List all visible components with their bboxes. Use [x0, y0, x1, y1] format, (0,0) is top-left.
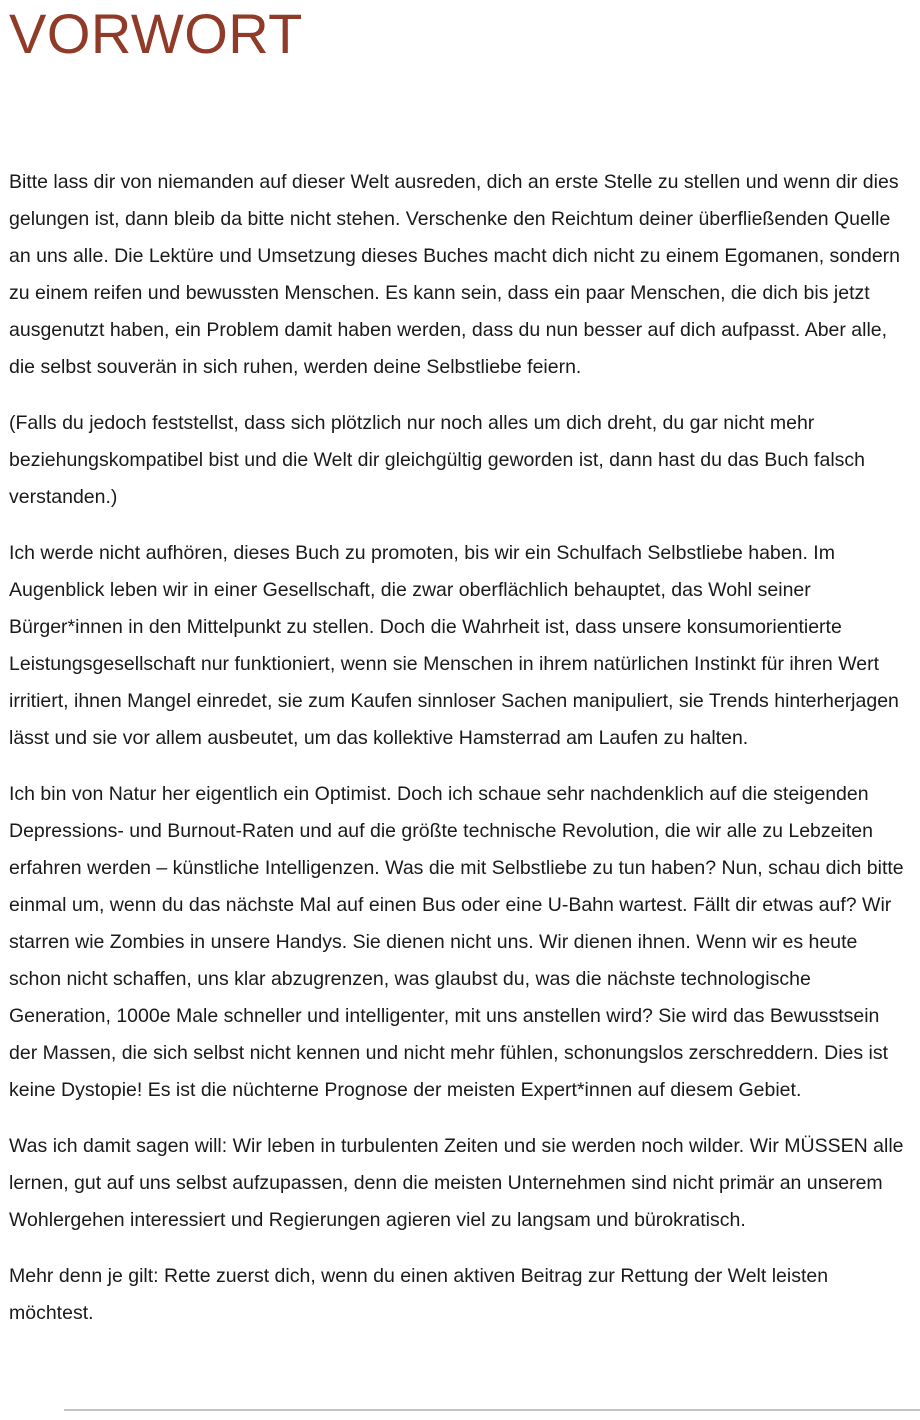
- paragraph-6: Mehr denn je gilt: Rette zuerst dich, wenn du einen aktiven Beitrag zur Rettung der Welt leisten möchtest.: [9, 1265, 829, 1325]
- paragraph-4: Ich bin von Natur her eigentlich ein Optimist. Doch ich schaue sehr nachdenklich auf die steigenden Depressions- und Burnout-Raten und auf die größte technische Revolution, die wir alle zu Lebzeiten erfahren werden – künstliche Intelligenzen. Was die mit Selbstliebe zu tun haben? Nun, schau dich bitte einmal um, wenn du das nächste Mal auf einen Bus oder eine U-Bahn wartest. Fällt dir etwas auf? Wir starren wie Zombies in unsere Handys. Sie dienen nicht uns. Wir dienen ihnen. Wenn wir es heute schon nicht schaffen, uns klar abzugrenzen, was glaubst du, was die nächste technologische Generation, 1000e Male schneller und intelligenter, mit uns anstellen wird? Sie wird das Bewusstsein der Massen, die sich selbst nicht kennen und nicht mehr fühlen, schonungslos zerschreddern. Dies ist keine Dystopie! Es ist die nüchterne Prognose der meisten Expert*innen auf diesem Gebiet.: [9, 783, 904, 1102]
- body-text: [9, 164, 910, 1332]
- page-bottom-divider: [64, 1409, 920, 1411]
- paragraph-3: Ich werde nicht aufhören, dieses Buch zu promoten, bis wir ein Schulfach Selbstliebe haben. Im Augenblick leben wir in einer Gesellschaft, die zwar oberflächlich behauptet, das Wohl seiner Bürger*innen in den Mittelpunkt zu stellen. Doch die Wahrheit ist, dass unsere konsumorientierte Leistungsgesellschaft nur funktioniert, wenn sie Menschen in ihrem natürlichen Instinkt für ihren Wert irritiert, ihnen Mangel einredet, sie zum Kaufen sinnloser Sachen manipuliert, sie Trends hinterherjagen lässt und sie vor allem ausbeutet, um das kollektive Hamsterrad am Laufen zu halten.: [9, 542, 899, 750]
- paragraph-2: (Falls du jedoch feststellst, dass sich plötzlich nur noch alles um dich dreht, du gar nicht mehr beziehungskompatibel bist und die Welt dir gleichgültig geworden ist, dann hast du das Buch falsch verstanden.): [9, 412, 866, 509]
- paragraph-5: Was ich damit sagen will: Wir leben in turbulenten Zeiten und sie werden noch wilder. Wir MÜSSEN alle lernen, gut auf uns selbst aufzupassen, denn die meisten Unternehmen sind nicht primär an unserem Wohlergehen interessiert und Regierungen agieren viel zu langsam und bürokratisch.: [9, 1135, 904, 1232]
- page-title: VORWORT: [9, 2, 303, 65]
- paragraph-1: Bitte lass dir von niemanden auf dieser Welt ausreden, dich an erste Stelle zu stellen und wenn dir dies gelungen ist, dann bleib da bitte nicht stehen. Verschenke den Reichtum deiner überfließenden Quelle an uns alle. Die Lektüre und Umsetzung dieses Buches macht dich nicht zu einem Egomanen, sondern zu einem reifen und bewussten Menschen. Es kann sein, dass ein paar Menschen, die dich bis jetzt ausgenutzt haben, ein Problem damit haben werden, dass du nun besser auf dich aufpasst. Aber alle, die selbst souverän in sich ruhen, werden deine Selbstliebe feiern.: [9, 171, 901, 379]
